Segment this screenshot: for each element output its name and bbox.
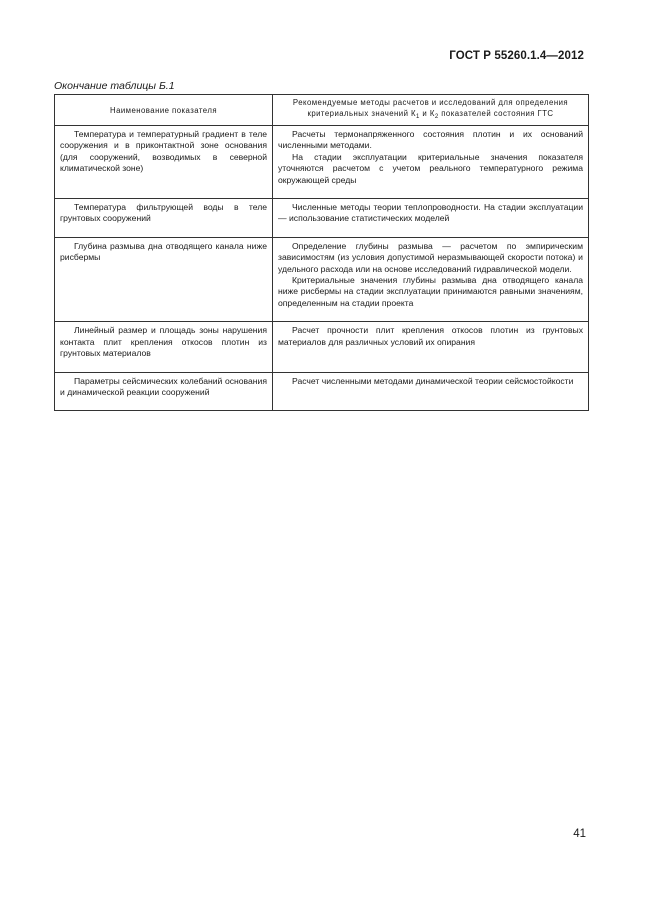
method-paragraph: Определение глубины размыва — расчетом по эмпирическим зависимостям (из условия допустимой неразмывающей скорости потока) и удельного расхода или на основе исследований гидравлической модели. [278, 240, 583, 274]
column-header-name: Наименование показателя [55, 95, 273, 126]
indicator-name-cell [55, 237, 273, 321]
method-paragraph: Расчет численными методами динамической теории сейсмостойкости [292, 375, 574, 386]
indicator-name-cell [55, 126, 273, 199]
column-header-methods [273, 95, 589, 126]
method-paragraph: Численные методы теории теплопроводности. На стадии эксплуатации — использование статистических моделей [278, 202, 583, 224]
indicator-name: Температура и температурный градиент в теле сооружения и в приконтактной зоне основания (для сооружений, возводимых в северной климатической зоне) [60, 129, 267, 174]
method-cell [273, 199, 589, 238]
document-standard-header: ГОСТ Р 55260.1.4—2012 [449, 50, 584, 62]
indicator-name: Температура фильтрующей воды в теле грунтовых сооружений [60, 202, 267, 224]
indicator-name: Параметры сейсмических колебаний основания и динамической реакции сооружений [60, 375, 267, 397]
table-caption: Окончание таблицы Б.1 [54, 80, 175, 92]
criteria-table [54, 94, 589, 411]
method-paragraph: Расчеты термонапряженного состояния плотин и их оснований численными методами. [278, 129, 583, 151]
table-row [55, 372, 589, 411]
column-header-methods-post: показателей состояния ГТС [438, 109, 554, 118]
method-paragraph: Критериальные значения глубины размыва дна отводящего канала ниже рисбермы на стадии эксплуатации принимаются равными значениям, определенным на стадии проекта [278, 275, 583, 308]
indicator-name: Линейный размер и площадь зоны нарушения контакта плит крепления откосов плотин из грунтовых материалов [60, 325, 267, 359]
method-cell [273, 237, 589, 321]
indicator-name: Глубина размыва дна отводящего канала ниже рисбермы [60, 240, 267, 263]
indicator-name-cell [55, 199, 273, 238]
table-header-row [55, 95, 589, 126]
method-paragraph: Расчет прочности плит крепления откосов плотин из грунтовых материалов для различных условий их опирания [278, 325, 583, 347]
method-cell [273, 126, 589, 199]
page-number: 41 [573, 828, 586, 840]
indicator-name-cell [55, 372, 273, 411]
table-row [55, 322, 589, 372]
method-paragraph: На стадии эксплуатации критериальные значения показателя уточняются расчетом с учетом реального температурного режима окружающей среды [278, 151, 583, 185]
method-cell [273, 322, 589, 372]
indicator-name-cell [55, 322, 273, 372]
table-row [55, 237, 589, 321]
column-header-methods-mid: и К [419, 109, 435, 118]
k2-subscript: 2 [434, 114, 439, 120]
column-header-methods-pre: Рекомендуемые методы расчетов и исследований для определения критериальных значений К [292, 98, 569, 118]
table-row [55, 199, 589, 238]
k1-subscript: 1 [416, 114, 420, 120]
method-cell [273, 372, 589, 411]
table-row [55, 126, 589, 199]
